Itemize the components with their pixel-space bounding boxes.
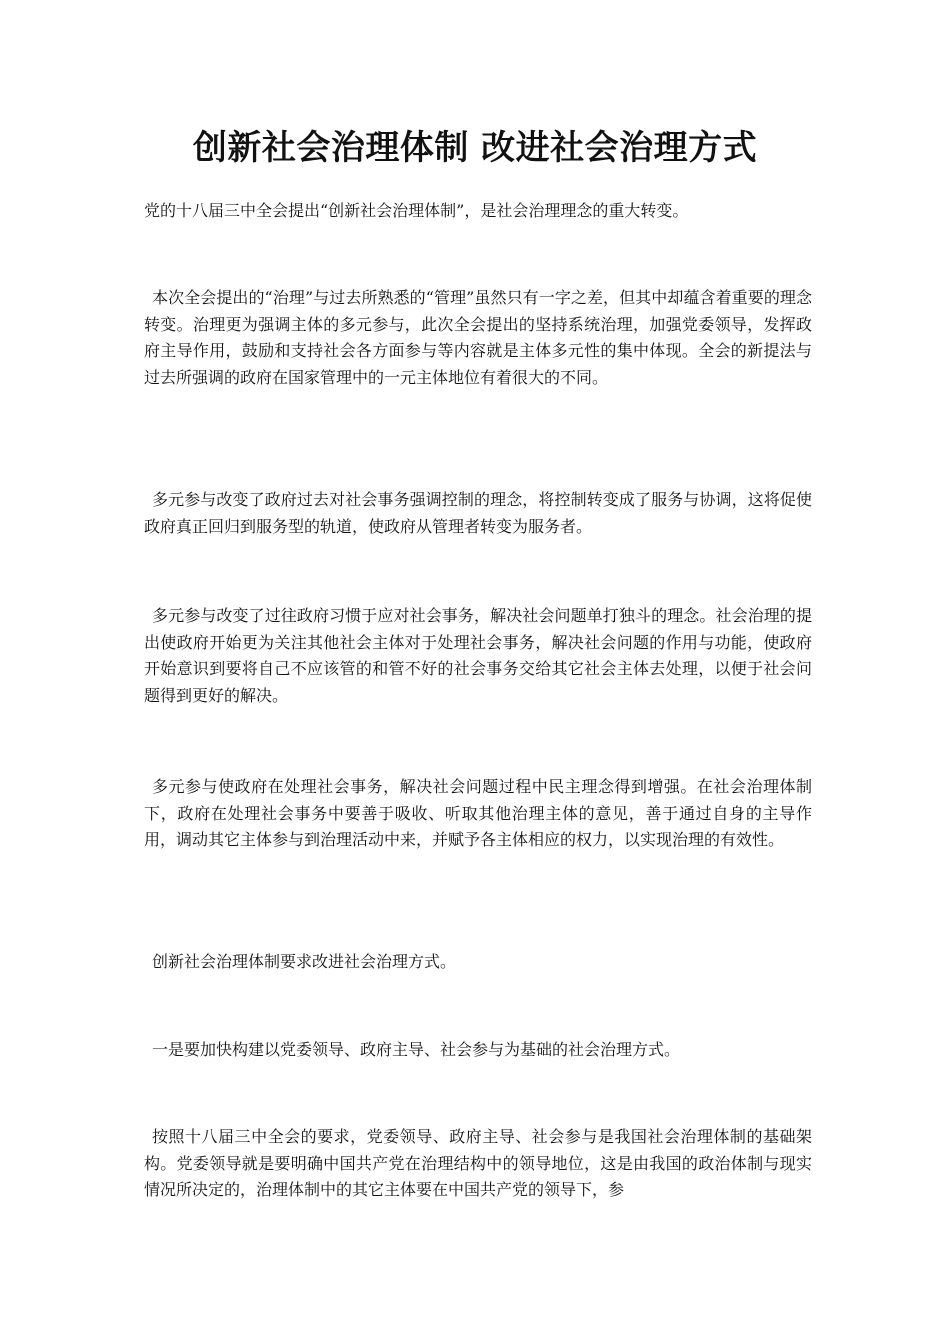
paragraph-service-role: 多元参与改变了政府过去对社会事务强调控制的理念，将控制转变成了服务与协调，这将促使政府真正回归到服务型的轨道，使政府从管理者转变为服务者。	[144, 490, 812, 536]
paragraph-reform-requirement: 创新社会治理体制要求改进社会治理方式。	[152, 952, 457, 971]
paragraph-framework: 按照十八届三中全会的要求，党委领导、政府主导、社会参与是我国社会治理体制的基础架构。党委领导就是要明确中国共产党在治理结构中的领导地位，这是由我国的政治体制与现实情况所决定的，治理体制中的其它主体要在中国共产党的领导下，参	[144, 1127, 812, 1199]
document-title: 创新社会治理体制 改进社会治理方式	[192, 128, 758, 168]
paragraph-intro: 党的十八届三中全会提出“创新社会治理体制”，是社会治理理念的重大转变。	[144, 201, 689, 220]
paragraph-point-one: 一是要加快构建以党委领导、政府主导、社会参与为基础的社会治理方式。	[152, 1040, 681, 1059]
paragraph-shared-responsibility: 多元参与改变了过往政府习惯于应对社会事务，解决社会问题单打独斗的理念。社会治理的提出使政府开始更为关注其他社会主体对于处理社会事务，解决社会问题的作用与功能，使政府开始意识到要将自己不应该管的和管不好的社会事务交给其它社会主体去处理，以便于社会问题得到更好的解决。	[144, 606, 812, 705]
paragraph-governance-concept: 本次全会提出的“治理”与过去所熟悉的“管理”虽然只有一字之差，但其中却蕴含着重要的理念转变。治理更为强调主体的多元参与，此次全会提出的坚持系统治理，加强党委领导，发挥政府主导作用，鼓励和支持社会各方面参与等内容就是主体多元性的集中体现。全会的新提法与过去所强调的政府在国家管理中的一元主体地位有着很大的不同。	[144, 288, 812, 387]
paragraph-democracy: 多元参与使政府在处理社会事务，解决社会问题过程中民主理念得到增强。在社会治理体制下，政府在处理社会事务中要善于吸收、听取其他治理主体的意见，善于通过自身的主导作用，调动其它主体参与到治理活动中来，并赋予各主体相应的权力，以实现治理的有效性。	[144, 777, 812, 849]
